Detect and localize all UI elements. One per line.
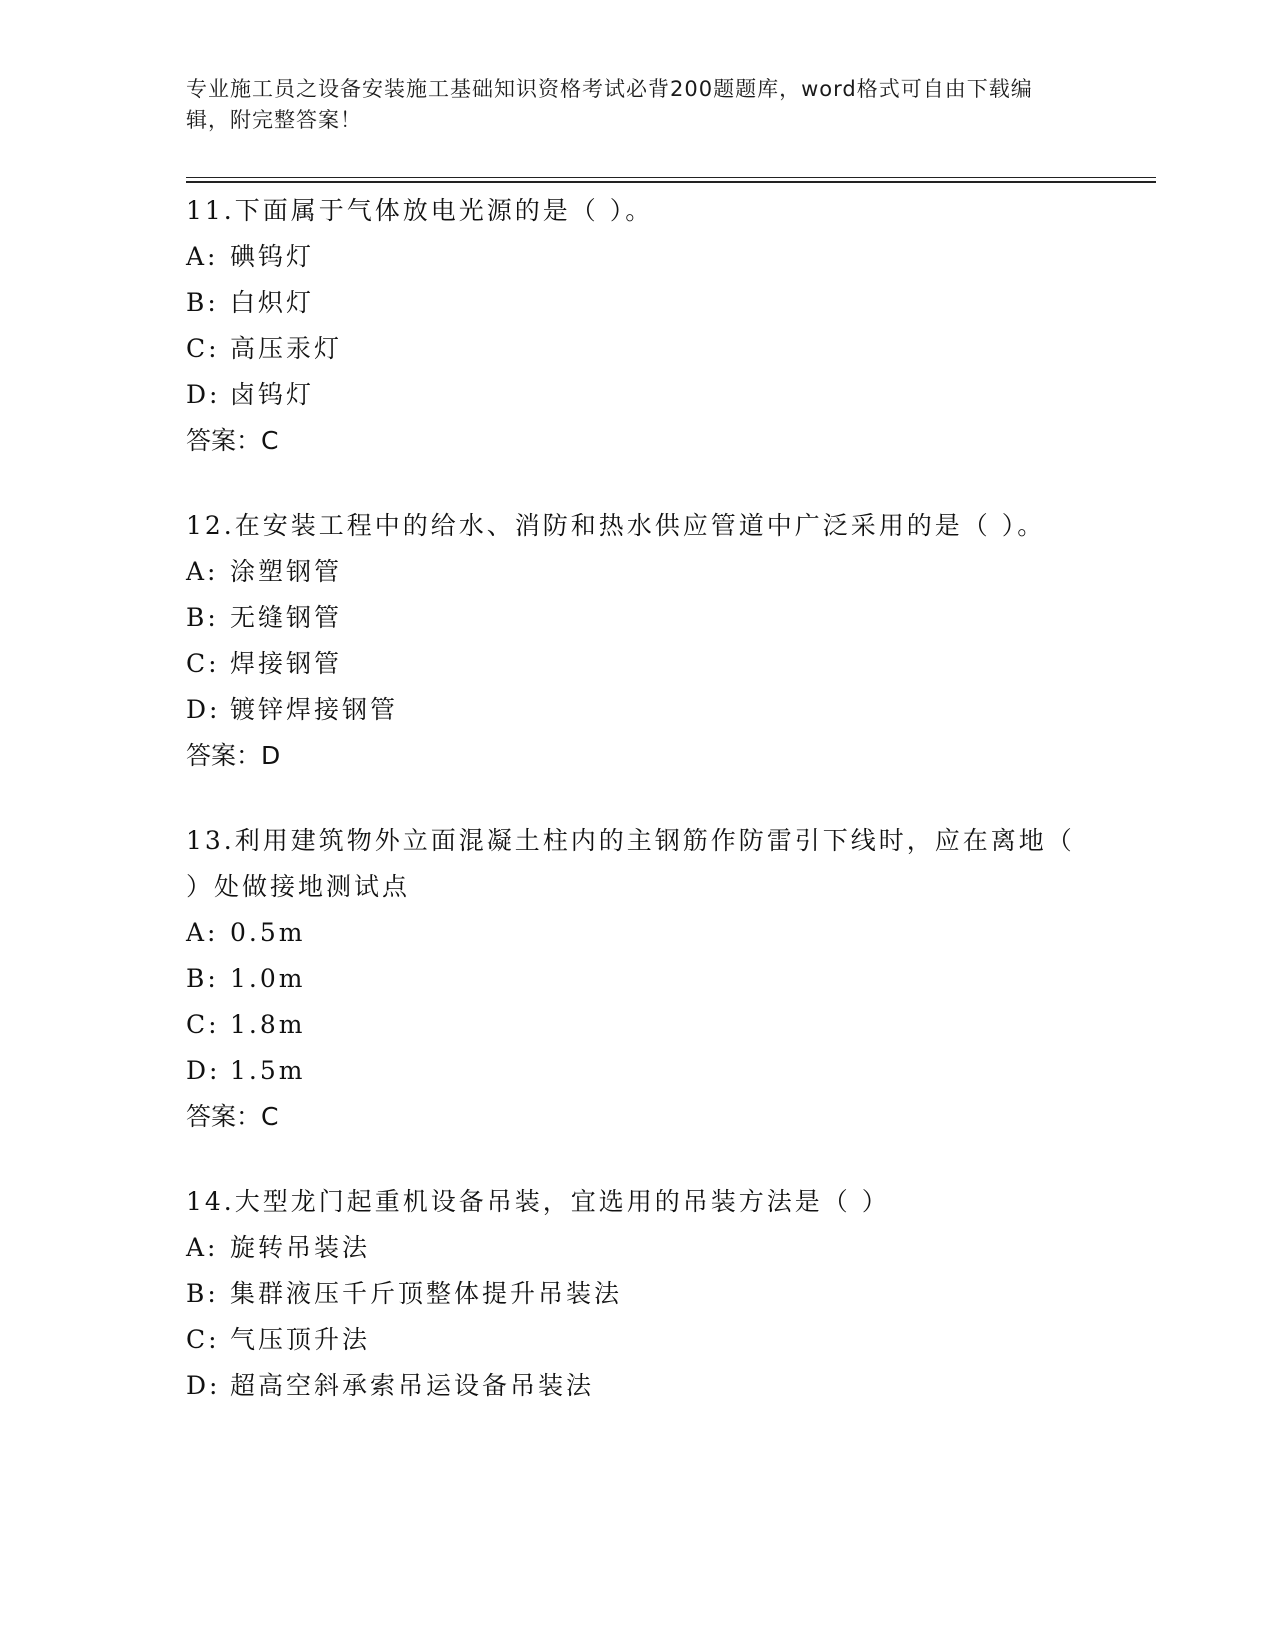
question-stem: 12.在安装工程中的给水、消防和热水供应管道中广泛采用的是（ ）。 (186, 511, 1046, 540)
option-key: B: (186, 288, 219, 317)
document-header: 专业施工员之设备安装施工基础知识资格考试必背200题题库，word格式可自由下载编辑，附完整答案！ (186, 77, 1033, 132)
question-14 (186, 1179, 1086, 1409)
option-key: B: (186, 603, 219, 632)
option-d (186, 1363, 1086, 1409)
option-key: B: (186, 1279, 219, 1308)
option-text: 碘钨灯 (230, 242, 315, 271)
option-key: D: (186, 380, 221, 409)
option-b (186, 1271, 1086, 1317)
option-text: 卤钨灯 (230, 380, 315, 409)
option-text: 1.8m (230, 1010, 306, 1039)
question-13 (186, 818, 1086, 1140)
option-text: 旋转吊装法 (230, 1233, 371, 1262)
option-a (186, 1225, 1086, 1271)
option-text: 镀锌焊接钢管 (230, 695, 399, 724)
answer-line: 答案：C (186, 1102, 279, 1131)
option-text: 焊接钢管 (230, 649, 343, 678)
option-c (186, 326, 1086, 372)
option-c (186, 1317, 1086, 1363)
header-divider-thin (186, 177, 1156, 178)
option-text: 1.0m (230, 964, 306, 993)
option-key: A: (186, 557, 219, 586)
option-b (186, 280, 1086, 326)
header-divider-thick (186, 181, 1156, 183)
option-text: 超高空斜承索吊运设备吊装法 (230, 1371, 595, 1400)
option-text: 高压汞灯 (230, 334, 343, 363)
option-key: A: (186, 918, 219, 947)
option-text: 1.5m (230, 1056, 306, 1085)
question-list (186, 188, 1086, 1448)
option-text: 无缝钢管 (230, 603, 343, 632)
option-key: B: (186, 964, 219, 993)
option-a (186, 910, 1086, 956)
question-stem: 14.大型龙门起重机设备吊装，宜选用的吊装方法是（ ） (186, 1187, 890, 1216)
option-key: C: (186, 649, 220, 678)
option-d (186, 687, 1086, 733)
option-text: 集群液压千斤顶整体提升吊装法 (230, 1279, 623, 1308)
question-12 (186, 503, 1086, 779)
option-key: C: (186, 1325, 220, 1354)
option-d (186, 1048, 1086, 1094)
question-stem: 13.利用建筑物外立面混凝土柱内的主钢筋作防雷引下线时，应在离地（ ）处做接地测试点 (186, 826, 1075, 901)
answer-line: 答案：C (186, 426, 279, 455)
option-text: 气压顶升法 (230, 1325, 371, 1354)
option-d (186, 372, 1086, 418)
option-text: 涂塑钢管 (230, 557, 343, 586)
option-key: A: (186, 242, 219, 271)
option-key: D: (186, 695, 221, 724)
option-a (186, 234, 1086, 280)
option-text: 0.5m (230, 918, 306, 947)
option-c (186, 641, 1086, 687)
option-c (186, 1002, 1086, 1048)
option-b (186, 595, 1086, 641)
option-b (186, 956, 1086, 1002)
option-a (186, 549, 1086, 595)
question-stem: 11.下面属于气体放电光源的是（ ）。 (186, 196, 654, 225)
option-key: D: (186, 1056, 221, 1085)
option-key: A: (186, 1233, 219, 1262)
option-key: C: (186, 1010, 220, 1039)
option-text: 白炽灯 (230, 288, 315, 317)
answer-line: 答案：D (186, 741, 281, 770)
option-key: C: (186, 334, 220, 363)
question-11 (186, 188, 1086, 464)
option-key: D: (186, 1371, 221, 1400)
